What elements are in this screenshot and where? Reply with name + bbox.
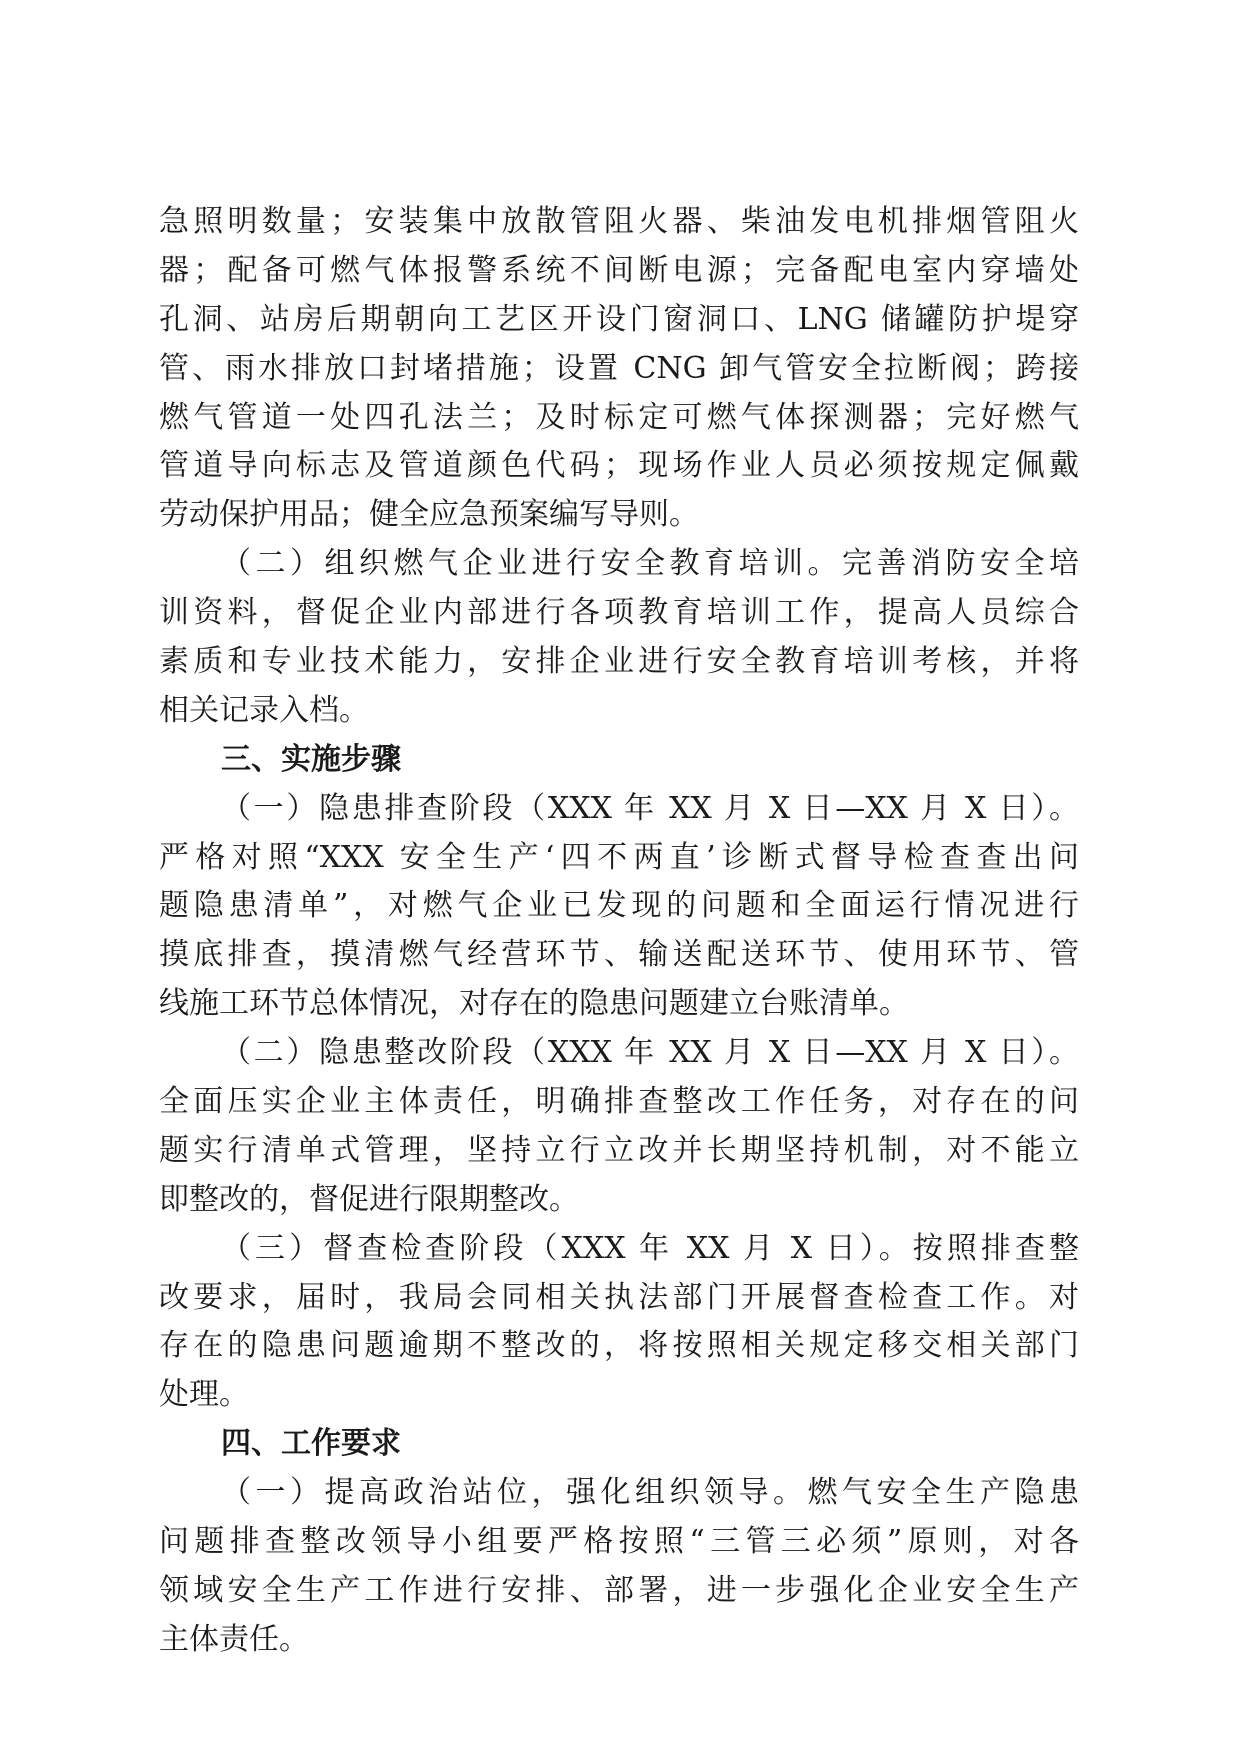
- text-line: 问题排查整改领导小组要严格按照“三管三必须”原则，对各: [159, 1524, 1079, 1560]
- text-line: （二）组织燃气企业进行安全教育培训。完善消防安全培: [221, 546, 1079, 582]
- text-line: 题隐患清单”，对燃气企业已发现的问题和全面运行情况进行: [159, 888, 1079, 924]
- paragraph-leadership: [159, 1469, 1079, 1665]
- paragraph-rectification-stage: [159, 1029, 1079, 1225]
- text-line: 燃气管道一处四孔法兰；及时标定可燃气体探测器；完好燃气: [159, 399, 1079, 435]
- paragraph-safety-measures: [159, 198, 1079, 540]
- text-line: 处理。: [159, 1377, 249, 1413]
- paragraph-training: [159, 540, 1079, 736]
- text-line: 存在的隐患问题逾期不整改的，将按照相关规定移交相关部门: [159, 1328, 1079, 1364]
- text-line: 素质和专业技术能力，安排企业进行安全教育培训考核，并将: [159, 644, 1079, 680]
- text-line: 摸底排查，摸清燃气经营环节、输送配送环节、使用环节、管: [159, 937, 1079, 973]
- text-line: 训资料，督促企业内部进行各项教育培训工作，提高人员综合: [159, 595, 1079, 631]
- text-line: 全面压实企业主体责任，明确排查整改工作任务，对存在的问: [159, 1084, 1079, 1120]
- text-line: 劳动保护用品；健全应急预案编写导则。: [159, 497, 699, 533]
- text-line: （三）督查检查阶段（XXX 年 XX 月 X 日）。按照排查整: [221, 1230, 1079, 1266]
- text-line: （一）隐患排查阶段（XXX 年 XX 月 X 日—XX 月 X 日）。: [221, 790, 1079, 826]
- text-line: 即整改的，督促进行限期整改。: [159, 1181, 579, 1217]
- paragraph-inspection-stage: [159, 1225, 1079, 1421]
- text-line: 管、雨水排放口封堵措施；设置 CNG 卸气管安全拉断阀；跨接: [159, 350, 1079, 386]
- paragraph-investigation-stage: [159, 785, 1079, 1029]
- text-line: 急照明数量；安装集中放散管阻火器、柴油发电机排烟管阻火: [159, 204, 1079, 239]
- text-line: 相关记录入档。: [159, 692, 369, 728]
- text-line: 孔洞、站房后期朝向工艺区开设门窗洞口、LNG 储罐防护堤穿: [159, 301, 1079, 337]
- section-heading-implementation-steps: 三、实施步骤: [221, 741, 401, 777]
- text-line: 严格对照“XXX 安全生产‘四不两直’诊断式督导检查查出问: [159, 839, 1079, 875]
- document-page: [159, 198, 1079, 1665]
- text-line: 管道导向标志及管道颜色代码；现场作业人员必须按规定佩戴: [159, 448, 1079, 484]
- section-heading-work-requirements: 四、工作要求: [221, 1426, 401, 1462]
- text-line: 领域安全生产工作进行安排、部署，进一步强化企业安全生产: [159, 1572, 1079, 1608]
- text-line: 改要求，届时，我局会同相关执法部门开展督查检查工作。对: [159, 1279, 1079, 1315]
- text-line: （二）隐患整改阶段（XXX 年 XX 月 X 日—XX 月 X 日）。: [221, 1035, 1079, 1071]
- text-line: 主体责任。: [159, 1621, 309, 1657]
- text-line: 题实行清单式管理，坚持立行立改并长期坚持机制，对不能立: [159, 1132, 1079, 1168]
- text-line: 器；配备可燃气体报警系统不间断电源；完备配电室内穿墙处: [159, 252, 1079, 288]
- text-line: （一）提高政治站位，强化组织领导。燃气安全生产隐患: [221, 1475, 1079, 1511]
- text-line: 线施工环节总体情况，对存在的隐患问题建立台账清单。: [159, 986, 909, 1022]
